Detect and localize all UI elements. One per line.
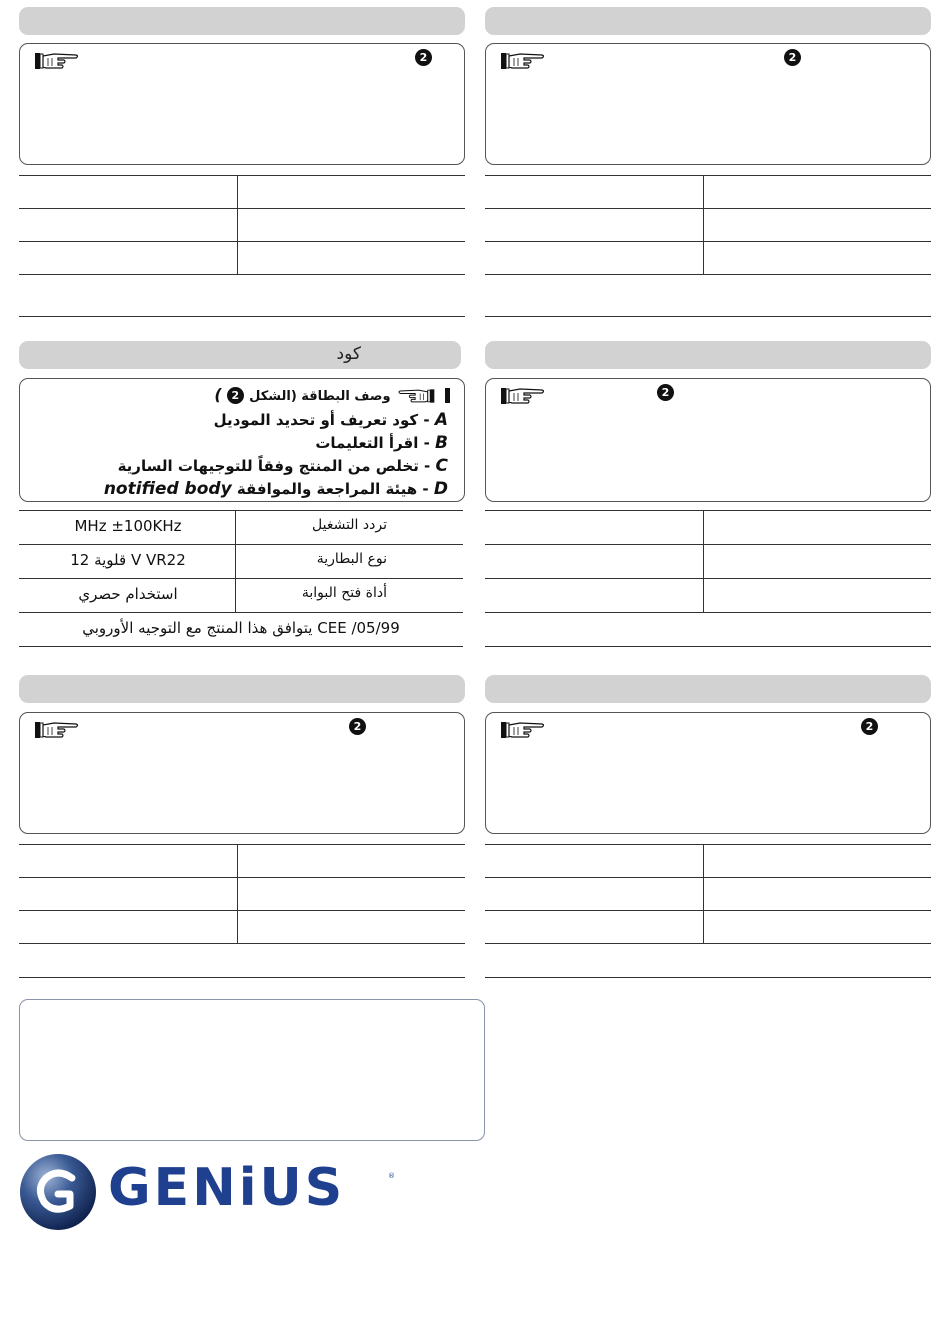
genius-wordmark: GENiUS	[108, 1158, 346, 1218]
table-row	[485, 844, 931, 877]
section-header	[485, 7, 931, 35]
table-row	[485, 578, 931, 612]
compliance-statement: يتوافق هذا المنتج مع التوجيه الأوروبي CEE /05/99	[82, 619, 400, 637]
figure-number-badge: 2	[657, 384, 674, 401]
section-header	[19, 7, 465, 35]
table-row	[485, 241, 931, 274]
table-row	[19, 241, 465, 274]
spec-label: أداة فتح البوابة	[301, 585, 387, 601]
figure-number-badge: 2	[349, 718, 366, 735]
table-row	[19, 877, 465, 910]
figure-number-badge: 2	[861, 718, 878, 735]
table-row	[485, 943, 931, 978]
description-box	[485, 43, 931, 165]
spec-label: نوع البطارية	[316, 551, 387, 567]
figure-number-badge: 2	[784, 49, 801, 66]
table-row	[485, 877, 931, 910]
table-row	[19, 578, 463, 612]
table-row	[19, 943, 465, 978]
spec-table	[19, 844, 465, 978]
description-item-b: B - اقرأ التعليمات	[315, 433, 448, 453]
spec-value: MHz ±100KHz	[74, 517, 182, 535]
description-box	[485, 378, 931, 502]
section-header	[485, 675, 931, 703]
registered-mark: ®	[388, 1172, 395, 1180]
pointing-hand-icon	[34, 718, 80, 742]
spec-value: استخدام حصري	[78, 585, 178, 603]
table-row	[19, 510, 463, 544]
table-row	[485, 910, 931, 943]
hand-end-bar-icon	[445, 388, 450, 403]
description-item-d: D - هيئة المراجعة والموافقة notified body	[103, 479, 448, 499]
genius-emblem-icon	[18, 1152, 98, 1232]
table-row	[19, 544, 463, 578]
pointing-hand-icon	[396, 386, 436, 406]
table-row	[19, 274, 465, 317]
table-row	[19, 175, 465, 208]
section-header	[19, 675, 465, 703]
table-row	[485, 274, 931, 317]
spec-value: قلوية 12 V VR22	[70, 551, 186, 569]
pointing-hand-icon	[500, 718, 546, 742]
description-box	[19, 43, 465, 165]
spec-table	[485, 844, 931, 978]
table-row	[485, 175, 931, 208]
section-header	[485, 341, 931, 369]
section-header	[19, 341, 461, 369]
table-row	[485, 544, 931, 578]
card-description-title: وصف البطاقة (الشكل 2 )	[214, 385, 450, 406]
spec-table	[485, 175, 931, 317]
figure-number-badge: 2	[227, 387, 244, 404]
notes-box	[19, 999, 485, 1141]
genius-logo	[18, 1150, 398, 1234]
table-row	[485, 510, 931, 544]
figure-number-badge: 2	[415, 49, 432, 66]
description-box	[485, 712, 931, 834]
description-box	[19, 378, 465, 502]
description-item-a: A - كود تعريف أو تحديد الموديل	[213, 410, 448, 430]
spec-table	[485, 510, 931, 647]
table-row	[19, 844, 465, 877]
pointing-hand-icon	[500, 384, 546, 408]
description-box	[19, 712, 465, 834]
pointing-hand-icon	[500, 49, 546, 73]
spec-table	[19, 175, 465, 317]
table-row	[19, 208, 465, 241]
spec-label: تردد التشغيل	[312, 517, 387, 533]
table-row	[485, 208, 931, 241]
spec-table	[19, 510, 463, 647]
table-row	[485, 612, 931, 647]
section-header-title: كود	[336, 344, 361, 364]
pointing-hand-icon	[34, 49, 80, 73]
description-item-c: C - تخلص من المنتج وفقاً للتوجيهات السارية	[117, 456, 448, 476]
table-row	[19, 612, 463, 647]
table-row	[19, 910, 465, 943]
